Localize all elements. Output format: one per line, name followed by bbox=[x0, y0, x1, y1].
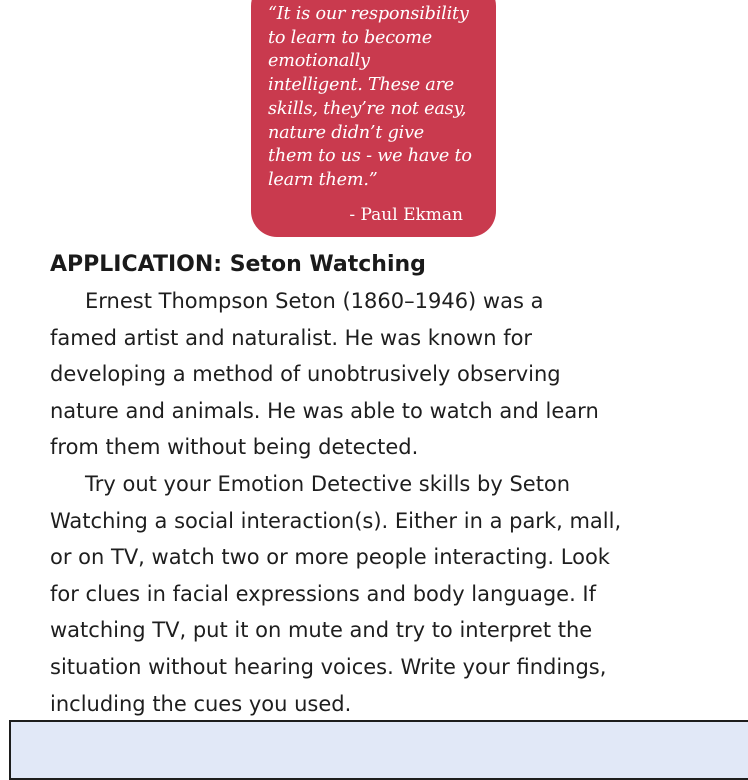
quote-line: them to us - we have to bbox=[268, 146, 472, 167]
paragraph-2-line: or on TV, watch two or more people interacting. Look bbox=[50, 545, 610, 570]
paragraph-2-line: including the cues you used. bbox=[50, 691, 352, 716]
paragraph-1-line: from them without being detected. bbox=[50, 435, 419, 460]
quote-line: emotionally bbox=[268, 51, 370, 72]
paragraph-2-line: watching TV, put it on mute and try to interpret the bbox=[50, 618, 593, 643]
paragraph-2-line: Watching a social interaction(s). Either in a park, mall, bbox=[50, 508, 622, 533]
paragraph-2-line: for clues in facial expressions and body language. If bbox=[50, 581, 597, 606]
quote-line: to learn to become bbox=[268, 27, 432, 48]
paragraph-2-line: situation without hearing voices. Write your findings, bbox=[50, 654, 607, 679]
quote-text bbox=[268, 3, 490, 193]
answer-box[interactable] bbox=[9, 720, 748, 780]
paragraph-1-line: famed artist and naturalist. He was known for bbox=[50, 325, 533, 350]
quote-line: intelligent. These are bbox=[268, 75, 455, 96]
paragraph-1-line: Ernest Thompson Seton (1860–1946) was a bbox=[85, 289, 544, 313]
quote-line: skills, they’re not easy, bbox=[268, 98, 467, 119]
quote-box bbox=[251, 0, 496, 237]
quote-line: nature didn’t give bbox=[268, 122, 425, 143]
application-body bbox=[50, 283, 740, 722]
paragraph-1-line: developing a method of unobtrusively observing bbox=[50, 362, 561, 387]
quote-author: - Paul Ekman bbox=[349, 205, 463, 225]
paragraph-1-line: nature and animals. He was able to watch and learn bbox=[50, 398, 599, 423]
section-heading: APPLICATION: Seton Watching bbox=[50, 252, 426, 277]
quote-line: “It is our responsibility bbox=[268, 4, 469, 24]
paragraph-2-line: Try out your Emotion Detective skills by Seton bbox=[85, 471, 571, 496]
quote-line: learn them.” bbox=[268, 169, 378, 190]
